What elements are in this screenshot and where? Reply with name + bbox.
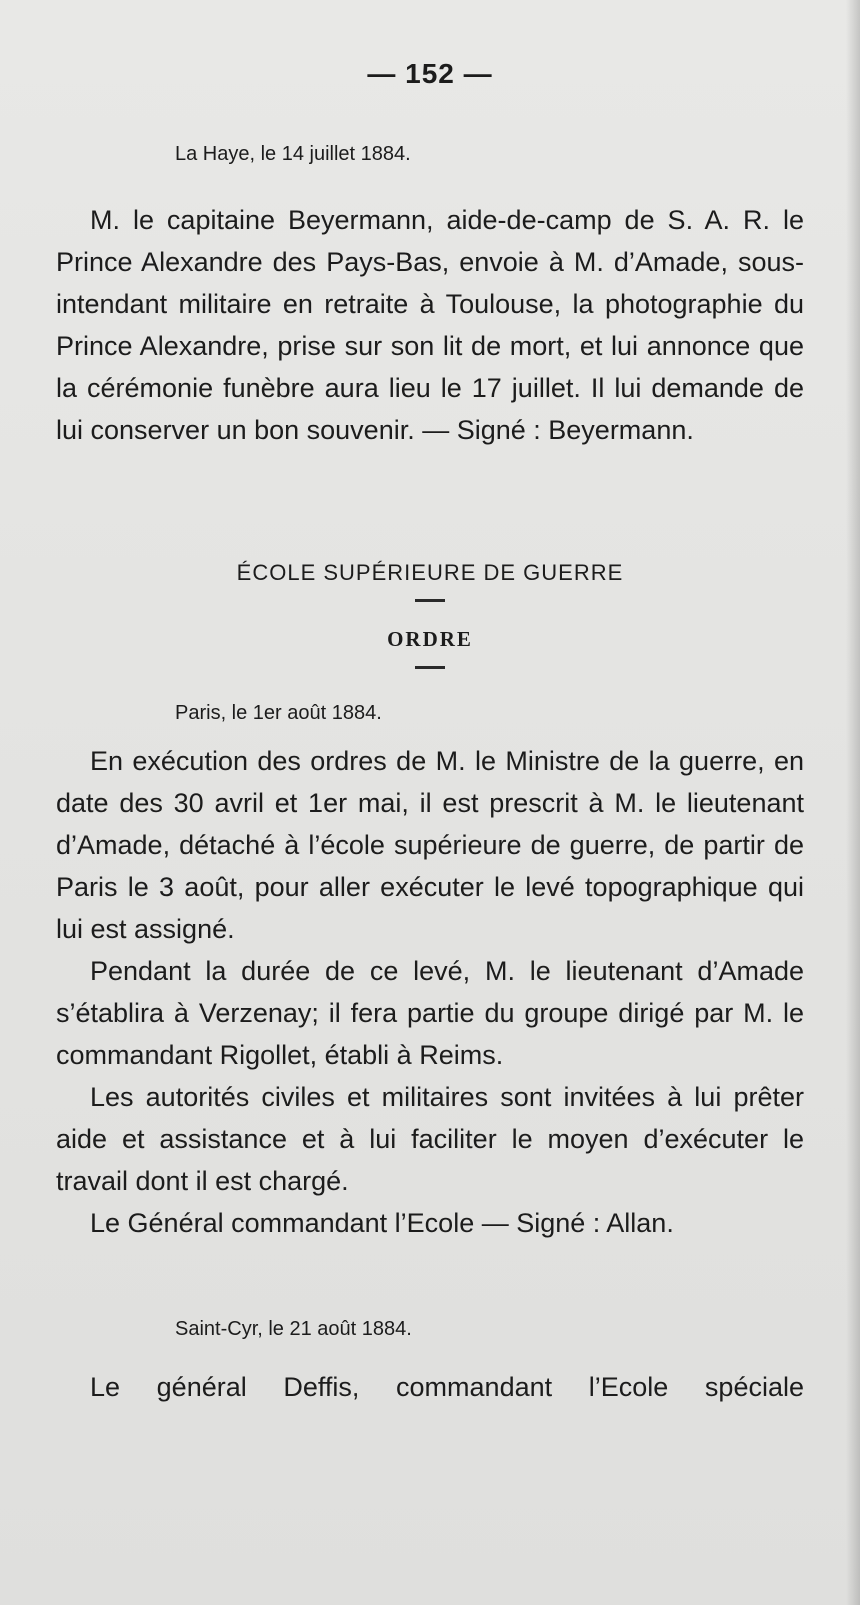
letter-deffis [56, 1366, 804, 1408]
order-body [56, 740, 804, 1244]
order-paragraph: Pendant la durée de ce levé, M. le lieutenant d’Amade s’établira à Verzenay; il fera partie du groupe dirigé par M. le commandant Rigollet, établi à Reims. [56, 956, 804, 1070]
dateline-paris [175, 702, 382, 725]
letter-beyermann [56, 199, 804, 451]
order-paragraph: En exécution des ordres de M. le Ministre de la guerre, en date des 30 avril et 1er mai, il est prescrit à M. le lieutenant d’Amade, détaché à l’école supérieure de guerre, de partir de Paris le 3 août, pour aller exécuter le levé topographique qui lui est assigné. [56, 746, 804, 944]
paragraph-deffis: Le général Deffis, commandant l’Ecole spéciale [90, 1372, 804, 1402]
order-signature: Le Général commandant l’Ecole — Signé : Allan. [90, 1208, 674, 1238]
divider-dash [415, 599, 445, 602]
dateline-la-haye: La Haye, le 14 juillet 1884. [175, 143, 411, 165]
order-paragraph: Les autorités civiles et militaires sont invitées à lui prêter aide et assistance et à lui faciliter le moyen d’exécuter le travail dont il est chargé. [56, 1082, 804, 1196]
section-heading: ÉCOLE SUPÉRIEURE DE GUERRE [236, 560, 624, 585]
paragraph-beyermann: M. le capitaine Beyermann, aide-de-camp de S. A. R. le Prince Alexandre des Pays-Bas, envoie à M. d’Amade, sous-intendant militaire en retraite à Toulouse, la photographie du Prince Alexandre, prise sur son lit de mort, et lui annonce que la cérémonie funèbre aura lieu le 17 juillet. Il lui demande de lui conserver un bon souvenir. — Signé : Beyermann. [56, 205, 804, 445]
dateline-saint-cyr: Saint-Cyr, le 21 août 1884. [175, 1318, 412, 1340]
page-edge-shadow [846, 0, 860, 1605]
divider-dash [415, 666, 445, 669]
dateline-paris-text: Paris, le 1er août 1884. [175, 702, 382, 724]
order-title: ORDRE [387, 627, 473, 651]
page-number: — 152 — [367, 58, 493, 89]
